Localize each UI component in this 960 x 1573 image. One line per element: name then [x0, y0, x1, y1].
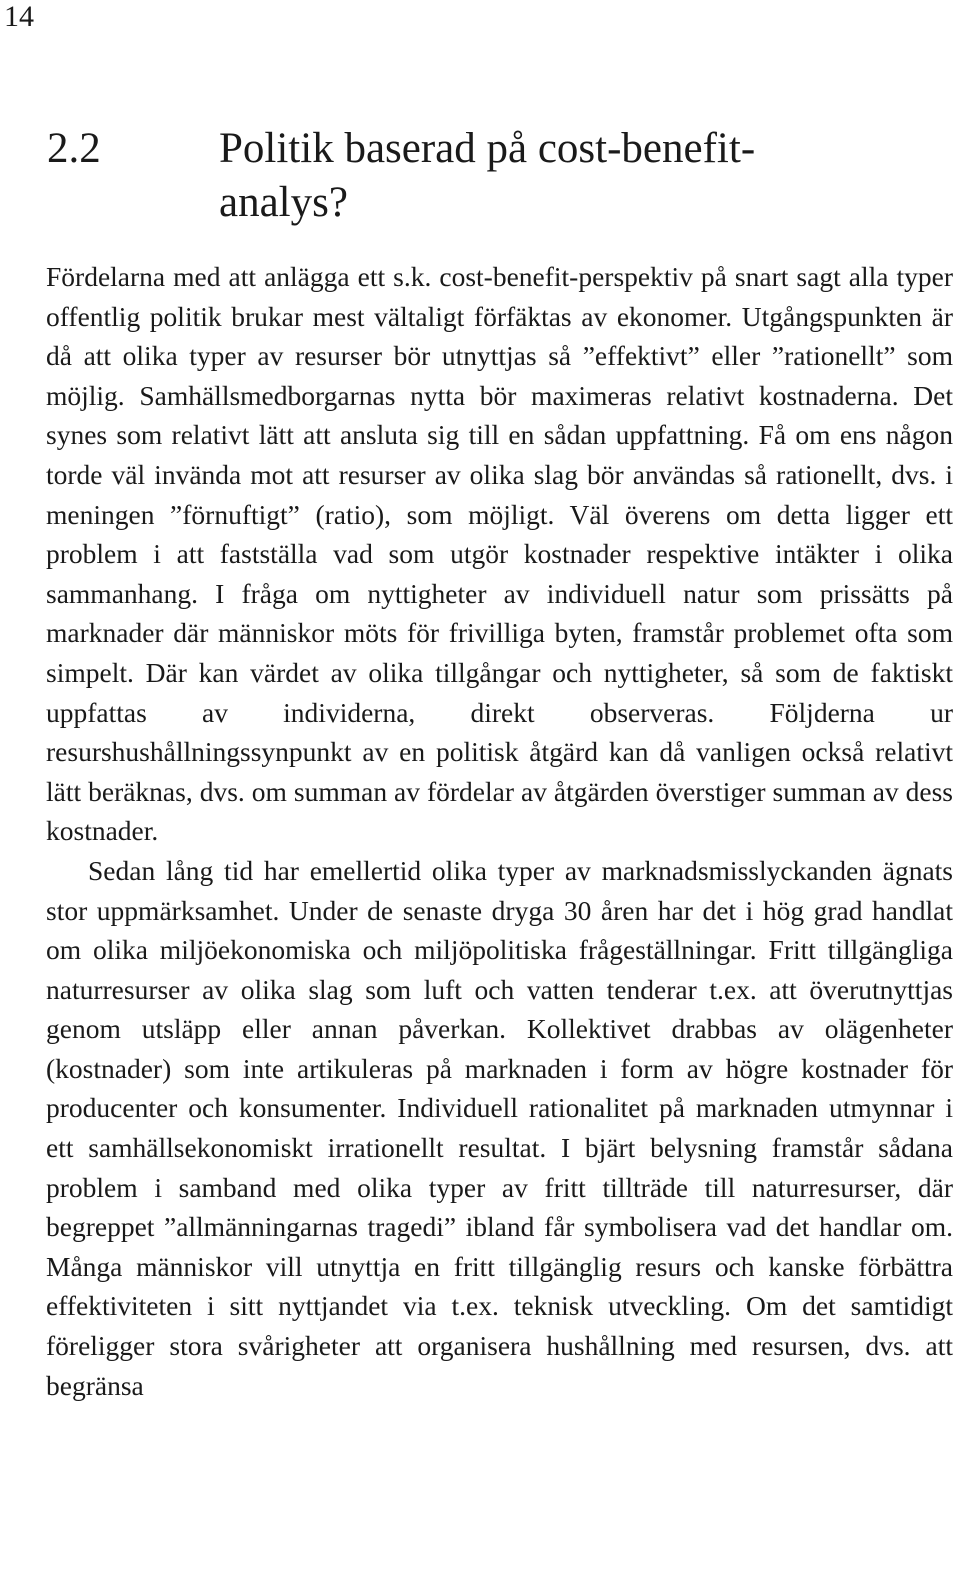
paragraph-2: Sedan lång tid har emellertid olika typer av marknadsmisslyckanden ägnats stor uppmärksamhet. Under de senaste dryga 30 åren har det i hög grad handlat om olika miljöekonomiska och miljöpolitiska frågeställningar. Fritt tillgängliga naturresurser av olika slag som luft och vatten tenderar t.ex. att överutnyttjas genom utsläpp eller annan påverkan. Kollektivet drabbas av olägenheter (kostnader) som inte artikuleras på marknaden i form av högre kostnader för producenter och konsumenter. Individuell rationalitet på marknaden utmynnar i ett samhällsekonomiskt irrationellt resultat. I bjärt belysning framstår sådana problem i samband med olika typer av fritt tillträde till naturresurser, där begreppet ”allmänningarnas tragedi” ibland får symbolisera vad det handlar om. Många människor vill utnyttja en fritt tillgänglig resurs och kanske förbättra effektiviteten i sitt nyttjandet via t.ex. teknisk utveckling. Om det samtidigt föreligger stora svårigheter att organisera hushållning med resursen, dvs. att begränsa: [46, 854, 953, 1401]
section-title: Politik baserad på cost-benefit-analys?: [219, 125, 756, 226]
section-heading: [47, 122, 927, 230]
body-text: [46, 257, 953, 1405]
paragraph-1: Fördelarna med att anlägga ett s.k. cost-benefit-perspektiv på snart sagt alla typer offentlig politik brukar mest vältaligt förfäktas av ekonomer. Utgångspunkten är då att olika typer av resurser bör utnyttjas så ”effektivt” eller ”rationellt” som möjlig. Samhällsmedborgarnas nytta bör maximeras relativt kostnaderna. Det synes som relativt lätt att ansluta sig till en sådan uppfattning. Få om ens någon torde väl invända mot att resurser av olika slag bör användas så rationellt, dvs. i meningen ”förnuftigt” (ratio), som möjligt. Väl överens om detta ligger ett problem i att fastställa vad som utgör kostnader respektive intäkter i olika sammanhang. I fråga om nyttigheter av individuell natur som prissätts på marknader där människor möts för frivilliga byten, framstår problemet ofta som simpelt. Där kan värdet av olika tillgångar och nyttigheter, så som de faktiskt uppfattas av individerna, direkt observeras. Följderna ur resurshushållningssynpunkt av en politisk åtgärd kan då vanligen också relativt lätt beräknas, dvs. om summan av fördelar av åtgärden överstiger summan av dess kostnader.: [46, 261, 953, 847]
section-number: 2.2: [47, 125, 101, 172]
page-number: 14: [4, 0, 34, 33]
